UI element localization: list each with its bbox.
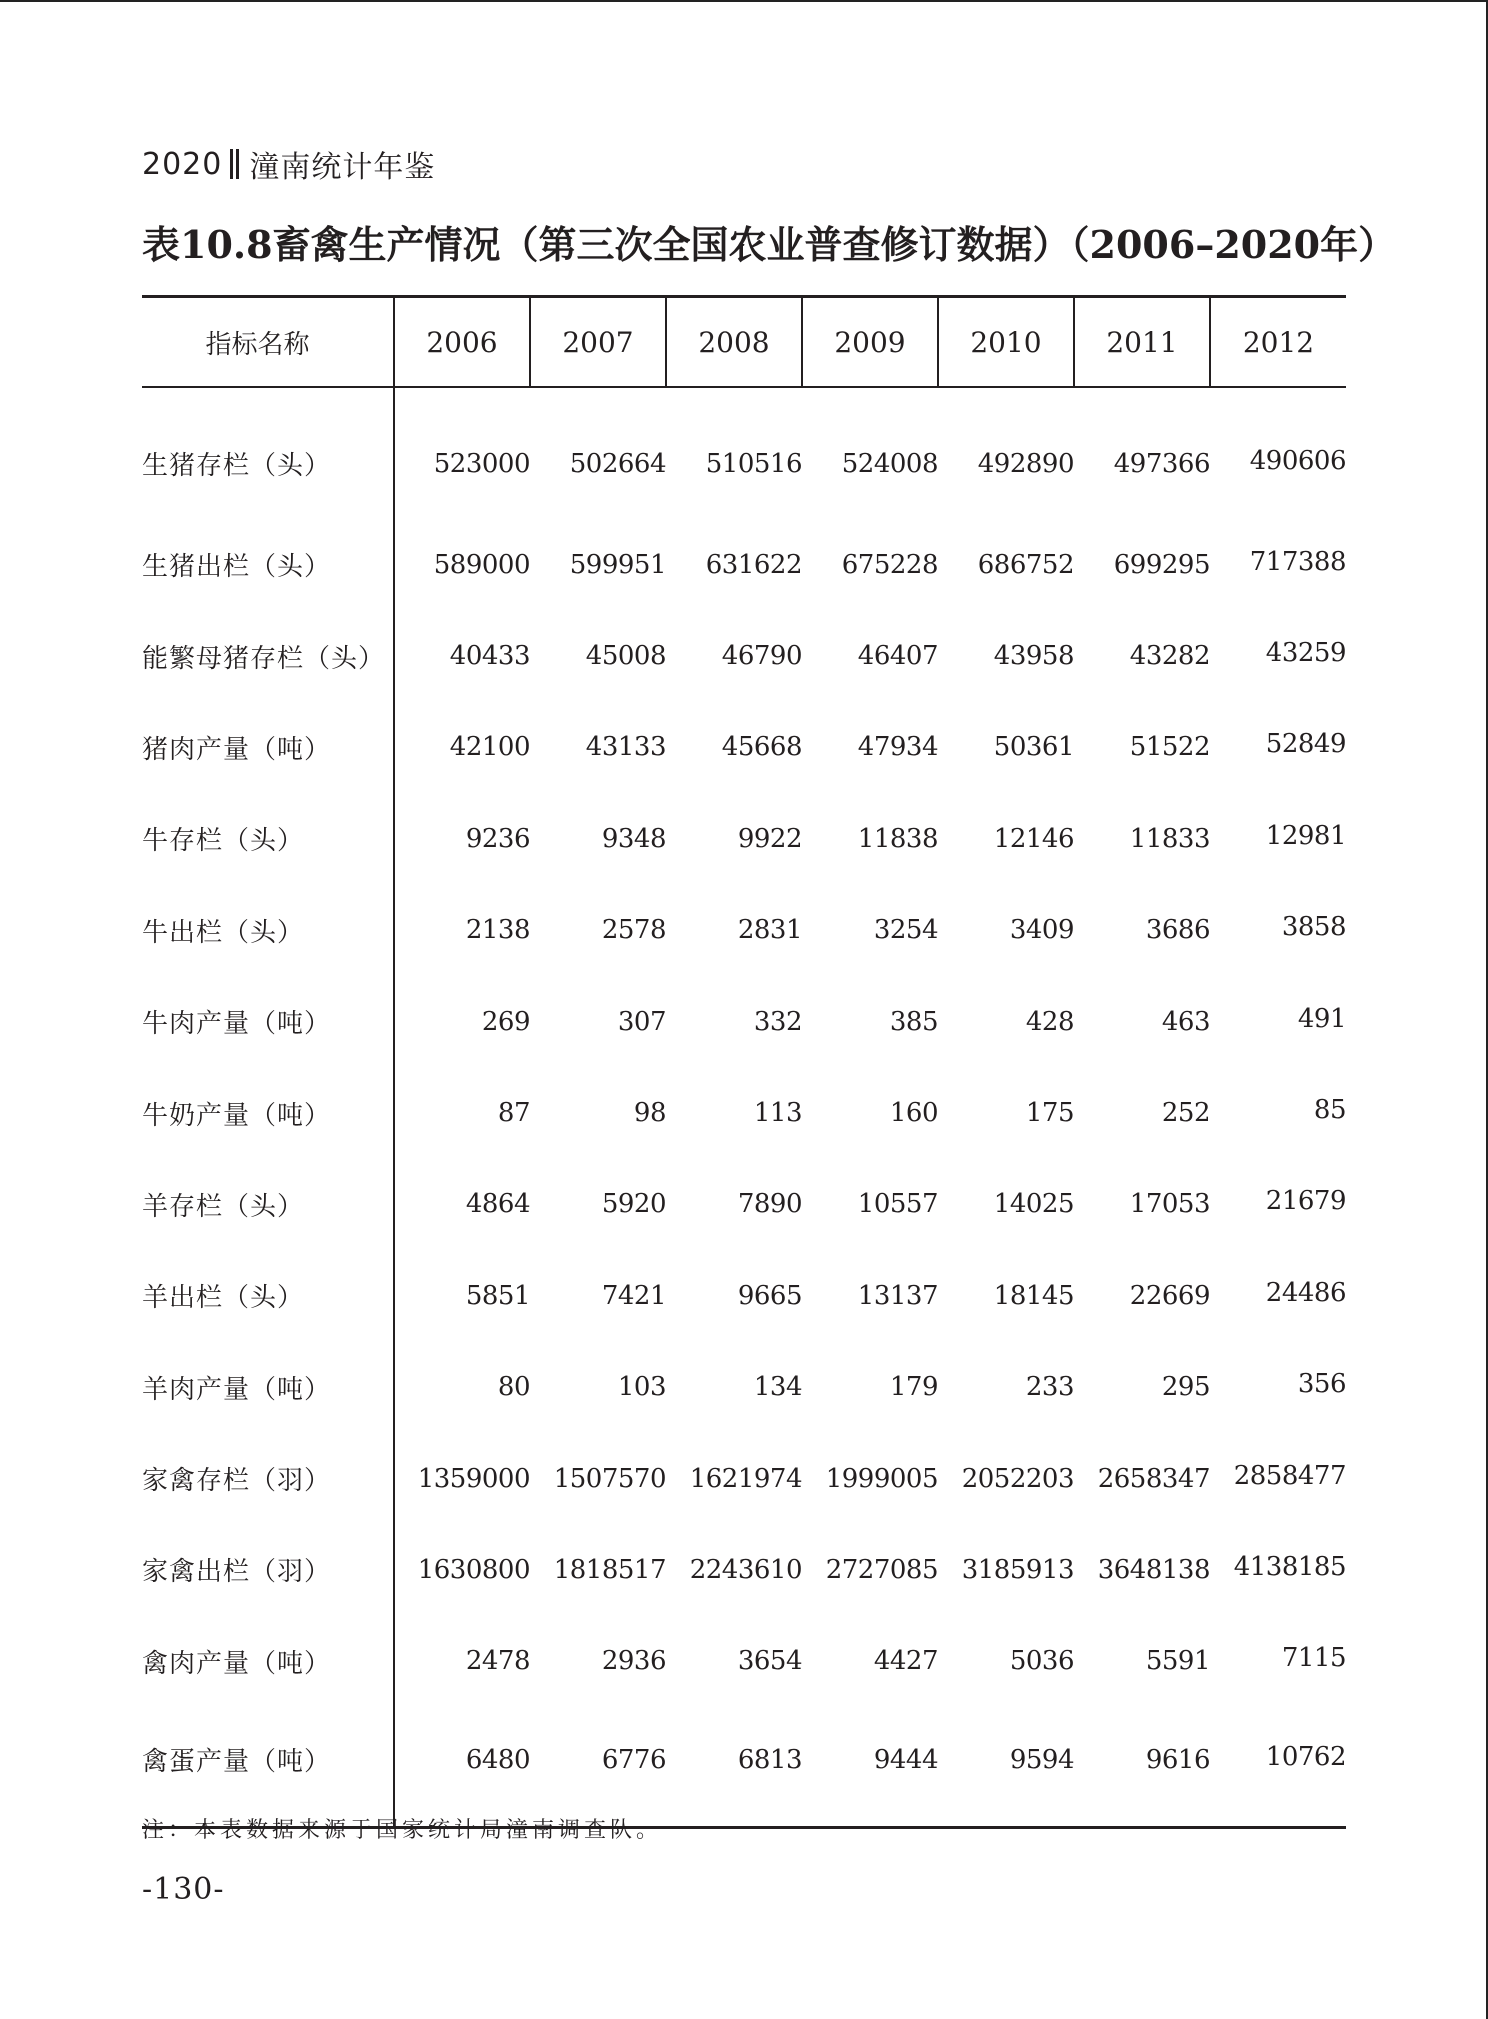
row-indicator-name: 禽蛋产量（吨） [142, 1707, 394, 1828]
row-indicator-name: 牛存栏（头） [142, 793, 394, 884]
table-cell-value: 2052203 [961, 1463, 1074, 1494]
table-cell-value: 7115 [1281, 1643, 1346, 1674]
table-cell-value: 492890 [977, 448, 1074, 479]
table-row [142, 610, 1346, 701]
row-indicator-name: 羊出栏（头） [142, 1250, 394, 1341]
table-row [142, 702, 1346, 793]
row-indicator-name: 家禽出栏（羽） [142, 1524, 394, 1615]
table-cell-value: 21679 [1265, 1186, 1346, 1217]
table-row [142, 387, 1346, 519]
table-cell-value: 385 [889, 1006, 938, 1037]
table-cell-value: 3185913 [961, 1554, 1074, 1585]
table-cell-value: 1621974 [689, 1463, 802, 1494]
table-cell-value: 43958 [993, 641, 1074, 672]
table-cell-value: 87 [497, 1098, 530, 1129]
table-cell-value: 46407 [857, 641, 938, 672]
table-cell-value: 3654 [737, 1646, 802, 1677]
table-cell-value: 103 [617, 1372, 666, 1403]
table-cell-value: 523000 [433, 448, 530, 479]
table-cell-value: 52849 [1265, 729, 1346, 760]
table-cell-value: 6813 [666, 1707, 802, 1828]
column-header-name: 指标名称 [142, 297, 394, 388]
table-cell-value: 4864 [465, 1189, 530, 1220]
row-indicator-name: 牛肉产量（吨） [142, 976, 394, 1067]
table-cell-value: 113 [753, 1098, 802, 1129]
table-row [142, 1524, 1346, 1615]
table-cell-value: 47934 [857, 732, 938, 763]
table-cell-value: 1359000 [417, 1463, 530, 1494]
table-cell-value: 3409 [1009, 915, 1074, 946]
table-title: 表10.8畜禽生产情况（第三次全国农业普查修订数据）（2006–2020年） [142, 222, 1397, 267]
table-cell-value: 497366 [1113, 448, 1210, 479]
table-cell-value: 134 [753, 1372, 802, 1403]
table-cell-value: 686752 [977, 549, 1074, 580]
table-row [142, 1433, 1346, 1524]
table-cell-value: 5036 [1009, 1646, 1074, 1677]
table-cell-value: 5591 [1145, 1646, 1210, 1677]
page-number: -130- [142, 1872, 225, 1907]
table-cell-value: 80 [497, 1372, 530, 1403]
row-indicator-name: 牛奶产量（吨） [142, 1067, 394, 1158]
table-cell-value: 24486 [1265, 1277, 1346, 1308]
column-header-year: 2011 [1074, 297, 1210, 388]
column-header-year: 2012 [1210, 297, 1346, 388]
table-cell-value: 2243610 [689, 1554, 802, 1585]
table-row [142, 519, 1346, 610]
table-row [142, 885, 1346, 976]
table-cell-value: 307 [617, 1006, 666, 1037]
column-header-year: 2008 [666, 297, 802, 388]
page-top-rule [0, 0, 1488, 2]
table-cell-value: 3648138 [1097, 1554, 1210, 1585]
row-indicator-name: 能繁母猪存栏（头） [142, 610, 394, 701]
table-cell-value: 428 [1025, 1006, 1074, 1037]
table-row [142, 793, 1346, 884]
table-cell-value: 699295 [1113, 549, 1210, 580]
table-cell-value: 631622 [705, 549, 802, 580]
table-cell-value: 233 [1025, 1372, 1074, 1403]
column-header-year: 2007 [530, 297, 666, 388]
table-cell-value: 12146 [993, 823, 1074, 854]
table-cell-value: 675228 [841, 549, 938, 580]
row-indicator-name: 羊存栏（头） [142, 1159, 394, 1250]
table-row [142, 1159, 1346, 1250]
table-cell-value: 160 [889, 1098, 938, 1129]
table-cell-value: 295 [1161, 1372, 1210, 1403]
table-cell-value: 85 [1313, 1095, 1346, 1126]
table-cell-value: 42100 [449, 732, 530, 763]
table-row [142, 1067, 1346, 1158]
table-cell-value: 3858 [1281, 912, 1346, 943]
column-header-year: 2006 [394, 297, 530, 388]
row-indicator-name: 猪肉产量（吨） [142, 702, 394, 793]
running-head-separator [230, 149, 239, 179]
table-cell-value: 2578 [601, 915, 666, 946]
table-cell-value: 22669 [1129, 1280, 1210, 1311]
table-row [142, 976, 1346, 1067]
row-indicator-name: 家禽存栏（羽） [142, 1433, 394, 1524]
table-note: 注：本表数据来源于国家统计局潼南调查队。 [142, 1818, 663, 1843]
table-cell-value: 46790 [721, 641, 802, 672]
table-cell-value: 7890 [737, 1189, 802, 1220]
table-cell-value: 490606 [1249, 445, 1346, 476]
table-cell-value: 9594 [938, 1707, 1074, 1828]
table-cell-value: 50361 [993, 732, 1074, 763]
table-cell-value: 510516 [705, 448, 802, 479]
table-row [142, 1616, 1346, 1707]
column-header-year: 2010 [938, 297, 1074, 388]
table-cell-value: 43259 [1265, 638, 1346, 669]
table-cell-value: 3686 [1145, 915, 1210, 946]
table-cell-value: 51522 [1129, 732, 1210, 763]
table-cell-value: 9922 [737, 823, 802, 854]
table-cell-value: 9665 [737, 1280, 802, 1311]
table-cell-value: 3254 [873, 915, 938, 946]
table-cell-value: 14025 [993, 1189, 1074, 1220]
row-indicator-name: 牛出栏（头） [142, 885, 394, 976]
table-cell-value: 463 [1161, 1006, 1210, 1037]
table-cell-value: 599951 [569, 549, 666, 580]
running-head-year: 2020 [142, 146, 223, 182]
row-indicator-name: 生猪出栏（头） [142, 519, 394, 610]
table-cell-value: 252 [1161, 1098, 1210, 1129]
table-cell-value: 9444 [802, 1707, 938, 1828]
table-row [142, 1250, 1346, 1341]
table-cell-value: 524008 [841, 448, 938, 479]
table-header-row [142, 297, 1346, 388]
table-cell-value: 10557 [857, 1189, 938, 1220]
table-cell-value: 9616 [1074, 1707, 1210, 1828]
table-cell-value: 589000 [433, 549, 530, 580]
table-cell-value: 4427 [873, 1646, 938, 1677]
table-cell-value: 1630800 [417, 1554, 530, 1585]
table-cell-value: 18145 [993, 1280, 1074, 1311]
table-cell-value: 2138 [465, 915, 530, 946]
table-cell-value: 9348 [601, 823, 666, 854]
table-row [142, 1707, 1346, 1828]
table-cell-value: 1507570 [553, 1463, 666, 1494]
table-cell-value: 98 [633, 1098, 666, 1129]
table-cell-value: 2858477 [1233, 1460, 1346, 1491]
table-cell-value: 40433 [449, 641, 530, 672]
table-cell-value: 2831 [737, 915, 802, 946]
table-cell-value: 2936 [601, 1646, 666, 1677]
table-cell-value: 11838 [857, 823, 938, 854]
table-cell-value: 175 [1025, 1098, 1074, 1129]
table-cell-value: 43282 [1129, 641, 1210, 672]
table-cell-value: 12981 [1265, 820, 1346, 851]
table-cell-value: 269 [481, 1006, 530, 1037]
table-cell-value: 43133 [585, 732, 666, 763]
table-cell-value: 9236 [465, 823, 530, 854]
running-head-book-title: 潼南统计年鉴 [249, 150, 436, 185]
table-cell-value: 5920 [601, 1189, 666, 1220]
table-cell-value: 717388 [1249, 546, 1346, 577]
table-cell-value: 2658347 [1097, 1463, 1210, 1494]
row-indicator-name: 生猪存栏（头） [142, 387, 394, 519]
table-row [142, 1342, 1346, 1433]
table-cell-value: 179 [889, 1372, 938, 1403]
row-indicator-name: 禽肉产量（吨） [142, 1616, 394, 1707]
table-cell-value: 491 [1297, 1003, 1346, 1034]
table-cell-value: 1999005 [825, 1463, 938, 1494]
table-cell-value: 6480 [394, 1707, 530, 1828]
table-body [142, 387, 1346, 1828]
table-cell-value: 356 [1297, 1369, 1346, 1400]
running-head [142, 142, 435, 186]
table-cell-value: 10762 [1210, 1704, 1346, 1825]
table-cell-value: 5851 [465, 1280, 530, 1311]
column-header-year: 2009 [802, 297, 938, 388]
table-cell-value: 45668 [721, 732, 802, 763]
table-cell-value: 13137 [857, 1280, 938, 1311]
statistics-table [142, 295, 1346, 1829]
table-cell-value: 332 [753, 1006, 802, 1037]
table-cell-value: 17053 [1129, 1189, 1210, 1220]
table-cell-value: 6776 [530, 1707, 666, 1828]
table-cell-value: 4138185 [1233, 1551, 1346, 1582]
table-cell-value: 1818517 [553, 1554, 666, 1585]
table-cell-value: 2478 [465, 1646, 530, 1677]
table-cell-value: 45008 [585, 641, 666, 672]
table-cell-value: 502664 [569, 448, 666, 479]
table-cell-value: 2727085 [825, 1554, 938, 1585]
row-indicator-name: 羊肉产量（吨） [142, 1342, 394, 1433]
table-cell-value: 11833 [1129, 823, 1210, 854]
table-cell-value: 7421 [601, 1280, 666, 1311]
